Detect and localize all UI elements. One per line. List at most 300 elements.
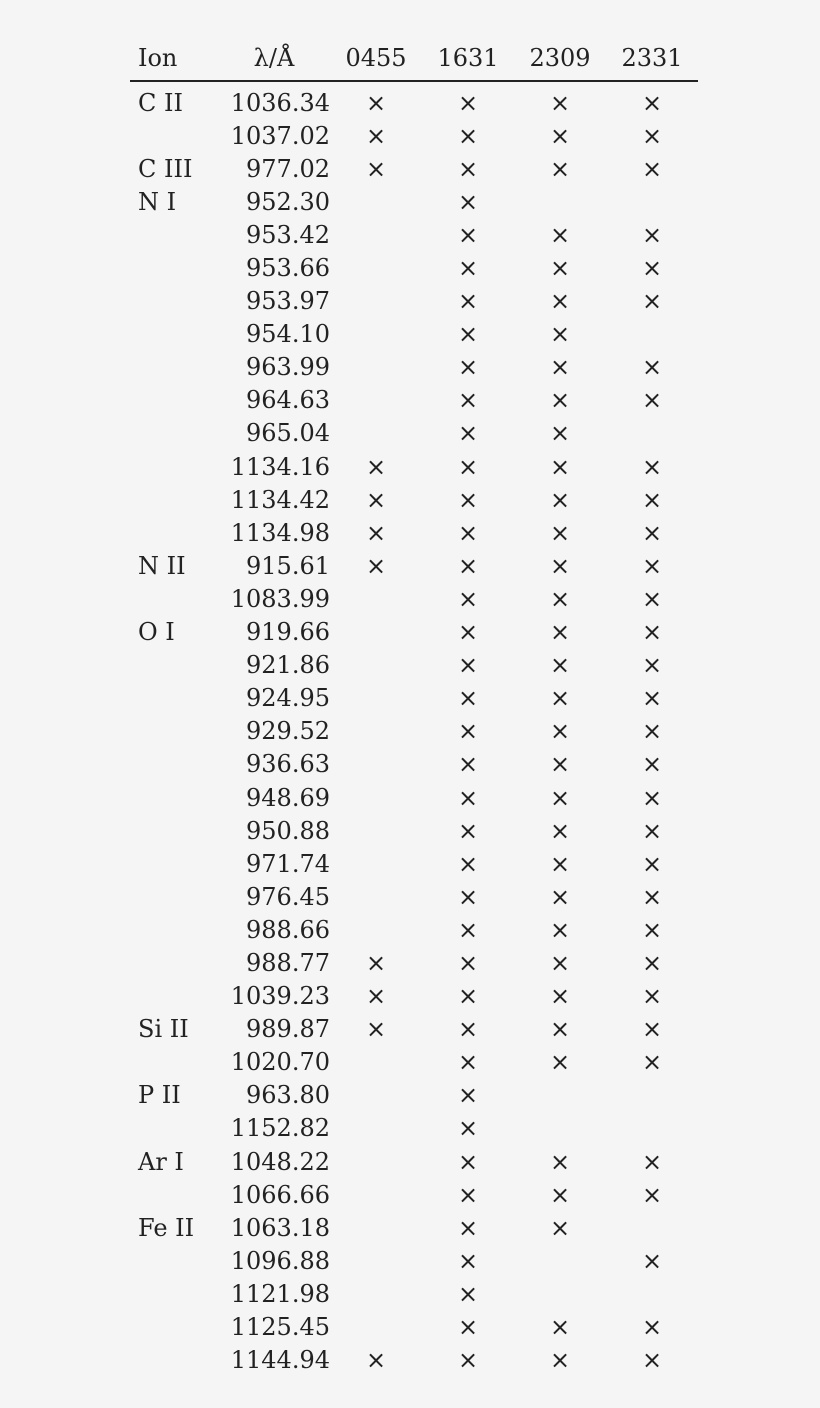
detection-cell-2309: [514, 946, 606, 979]
table-row: [130, 119, 698, 152]
table-row: [130, 218, 698, 251]
detection-cell-1631: [422, 251, 514, 284]
detection-cell-2309: [514, 1244, 606, 1277]
detection-mark: ×: [457, 684, 479, 713]
detection-cell-2309: [514, 1046, 606, 1079]
line-table: [130, 36, 698, 1377]
detection-mark: ×: [457, 1313, 479, 1342]
detection-mark: ×: [549, 882, 571, 911]
detection-cell-2309: [514, 417, 606, 450]
ion-cell: [130, 384, 218, 417]
wavelength-cell: 952.30: [246, 187, 330, 216]
detection-mark: ×: [549, 154, 571, 183]
detection-cell-2331: [606, 119, 698, 152]
table-row: [130, 682, 698, 715]
detection-cell-2309: [514, 649, 606, 682]
detection-mark: ×: [457, 485, 479, 514]
wavelength-cell: 1036.34: [230, 88, 330, 117]
detection-cell-1631: [422, 119, 514, 152]
table-row: [130, 351, 698, 384]
wavelength-cell: 954.10: [246, 320, 330, 349]
detection-mark: ×: [457, 1048, 479, 1077]
ion-cell: [130, 682, 218, 715]
header-0455: 0455: [345, 44, 407, 72]
ion-cell: [130, 251, 218, 284]
detection-cell-1631: [422, 218, 514, 251]
table-body: [130, 81, 698, 1377]
detection-mark: ×: [457, 154, 479, 183]
detection-cell-0455: [330, 1178, 422, 1211]
detection-cell-2309: [514, 1112, 606, 1145]
table-row: [130, 1178, 698, 1211]
wavelength-cell: 988.77: [246, 948, 330, 977]
detection-mark: ×: [549, 982, 571, 1011]
detection-mark: ×: [641, 915, 663, 944]
detection-cell-2309: [514, 450, 606, 483]
detection-cell-0455: [330, 616, 422, 649]
detection-cell-0455: [330, 748, 422, 781]
detection-cell-2309: [514, 251, 606, 284]
detection-cell-2331: [606, 1013, 698, 1046]
ion-cell: [130, 980, 218, 1013]
detection-cell-2309: [514, 218, 606, 251]
table-header-row: [130, 36, 698, 81]
detection-mark: ×: [641, 1147, 663, 1176]
wavelength-cell: 1134.16: [230, 452, 330, 481]
detection-cell-0455: [330, 582, 422, 615]
detection-cell-2331: [606, 748, 698, 781]
detection-mark: ×: [549, 1213, 571, 1242]
detection-mark: ×: [365, 518, 387, 547]
detection-cell-2331: [606, 417, 698, 450]
detection-cell-0455: [330, 781, 422, 814]
detection-cell-2309: [514, 781, 606, 814]
detection-mark: ×: [641, 1246, 663, 1275]
detection-mark: ×: [549, 651, 571, 680]
ion-cell: Fe II: [138, 1213, 195, 1242]
detection-cell-1631: [422, 1046, 514, 1079]
table-row: [130, 715, 698, 748]
detection-mark: ×: [641, 816, 663, 845]
detection-cell-2309: [514, 1277, 606, 1310]
detection-mark: ×: [457, 1015, 479, 1044]
detection-cell-0455: [330, 119, 422, 152]
table-row: [130, 450, 698, 483]
wavelength-cell: 1134.98: [230, 518, 330, 547]
wavelength-cell: 1121.98: [230, 1279, 330, 1308]
wavelength-cell: 989.87: [246, 1015, 330, 1044]
detection-mark: ×: [457, 88, 479, 117]
detection-cell-2331: [606, 946, 698, 979]
detection-cell-2309: [514, 748, 606, 781]
table-row: [130, 285, 698, 318]
detection-cell-1631: [422, 913, 514, 946]
detection-cell-0455: [330, 351, 422, 384]
ion-cell: [130, 483, 218, 516]
detection-cell-1631: [422, 847, 514, 880]
ion-cell: [130, 285, 218, 318]
detection-cell-1631: [422, 1145, 514, 1178]
detection-cell-2331: [606, 880, 698, 913]
detection-cell-1631: [422, 682, 514, 715]
detection-cell-2309: [514, 1310, 606, 1343]
wavelength-cell: 963.80: [246, 1081, 330, 1110]
detection-mark: ×: [457, 717, 479, 746]
table-row: [130, 616, 698, 649]
detection-mark: ×: [457, 287, 479, 316]
detection-cell-0455: [330, 218, 422, 251]
detection-cell-2309: [514, 1344, 606, 1377]
detection-cell-0455: [330, 152, 422, 185]
detection-cell-2331: [606, 384, 698, 417]
table-row: [130, 251, 698, 284]
detection-cell-1631: [422, 649, 514, 682]
wavelength-cell: 1134.42: [230, 485, 330, 514]
detection-cell-1631: [422, 285, 514, 318]
ion-cell: Ar I: [138, 1147, 184, 1176]
header-wavelength: λ/Å: [253, 44, 295, 72]
detection-mark: ×: [457, 982, 479, 1011]
detection-mark: ×: [457, 1279, 479, 1308]
detection-cell-1631: [422, 582, 514, 615]
detection-mark: ×: [457, 651, 479, 680]
detection-cell-2309: [514, 682, 606, 715]
table-row: [130, 185, 698, 218]
wavelength-cell: 924.95: [246, 684, 330, 713]
detection-cell-0455: [330, 649, 422, 682]
detection-mark: ×: [549, 750, 571, 779]
detection-mark: ×: [549, 717, 571, 746]
detection-mark: ×: [457, 187, 479, 216]
detection-cell-2331: [606, 185, 698, 218]
ion-cell: [130, 913, 218, 946]
ion-cell: [130, 516, 218, 549]
detection-cell-2331: [606, 251, 698, 284]
wavelength-cell: 988.66: [246, 915, 330, 944]
detection-cell-2309: [514, 152, 606, 185]
detection-mark: ×: [457, 750, 479, 779]
detection-cell-1631: [422, 152, 514, 185]
detection-mark: ×: [641, 254, 663, 283]
detection-mark: ×: [549, 1180, 571, 1209]
detection-mark: ×: [549, 386, 571, 415]
wavelength-cell: 1037.02: [230, 121, 330, 150]
detection-mark: ×: [549, 518, 571, 547]
wavelength-cell: 964.63: [246, 386, 330, 415]
detection-mark: ×: [365, 452, 387, 481]
detection-cell-1631: [422, 715, 514, 748]
detection-cell-0455: [330, 81, 422, 119]
table-row: [130, 913, 698, 946]
wavelength-cell: 1152.82: [230, 1114, 330, 1143]
detection-mark: ×: [549, 618, 571, 647]
detection-mark: ×: [641, 518, 663, 547]
detection-mark: ×: [641, 651, 663, 680]
detection-cell-1631: [422, 1079, 514, 1112]
ion-cell: Si II: [138, 1015, 189, 1044]
ion-cell: [130, 351, 218, 384]
detection-cell-0455: [330, 1310, 422, 1343]
detection-mark: ×: [641, 783, 663, 812]
detection-cell-0455: [330, 1344, 422, 1377]
detection-cell-0455: [330, 1244, 422, 1277]
detection-cell-1631: [422, 1112, 514, 1145]
detection-mark: ×: [457, 518, 479, 547]
detection-mark: ×: [641, 849, 663, 878]
detection-cell-0455: [330, 880, 422, 913]
table-row: [130, 1013, 698, 1046]
table-row: [130, 81, 698, 119]
table-row: [130, 549, 698, 582]
wavelength-cell: 1125.45: [230, 1313, 330, 1342]
detection-mark: ×: [641, 584, 663, 613]
detection-mark: ×: [641, 220, 663, 249]
detection-mark: ×: [457, 386, 479, 415]
detection-mark: ×: [641, 386, 663, 415]
table-row: [130, 1211, 698, 1244]
detection-cell-1631: [422, 1244, 514, 1277]
ion-cell: [130, 450, 218, 483]
wavelength-cell: 1039.23: [230, 982, 330, 1011]
header-1631: 1631: [437, 44, 499, 72]
detection-cell-2331: [606, 483, 698, 516]
detection-mark: ×: [457, 783, 479, 812]
detection-cell-2331: [606, 616, 698, 649]
wavelength-cell: 919.66: [246, 618, 330, 647]
ion-cell: [130, 1344, 218, 1377]
detection-cell-2331: [606, 218, 698, 251]
detection-cell-2331: [606, 1112, 698, 1145]
detection-mark: ×: [641, 618, 663, 647]
wavelength-cell: 1048.22: [230, 1147, 330, 1176]
detection-cell-1631: [422, 980, 514, 1013]
wavelength-cell: 1096.88: [230, 1246, 330, 1275]
ion-cell: P II: [138, 1081, 181, 1110]
table-row: [130, 980, 698, 1013]
detection-cell-2309: [514, 81, 606, 119]
table-row: [130, 582, 698, 615]
ion-cell: [130, 1277, 218, 1310]
detection-cell-1631: [422, 1013, 514, 1046]
detection-mark: ×: [457, 584, 479, 613]
detection-cell-1631: [422, 1277, 514, 1310]
detection-mark: ×: [549, 1147, 571, 1176]
ion-cell: [130, 880, 218, 913]
ion-cell: [130, 649, 218, 682]
detection-cell-2331: [606, 318, 698, 351]
detection-mark: ×: [549, 419, 571, 448]
detection-cell-2331: [606, 351, 698, 384]
detection-cell-2309: [514, 847, 606, 880]
wavelength-cell: 1144.94: [230, 1346, 330, 1375]
detection-cell-2309: [514, 880, 606, 913]
table-row: [130, 946, 698, 979]
detection-cell-1631: [422, 351, 514, 384]
detection-mark: ×: [641, 1346, 663, 1375]
detection-cell-2331: [606, 1079, 698, 1112]
detection-cell-0455: [330, 516, 422, 549]
detection-cell-0455: [330, 1079, 422, 1112]
table-row: [130, 318, 698, 351]
detection-cell-2309: [514, 814, 606, 847]
detection-mark: ×: [457, 551, 479, 580]
wavelength-cell: 953.97: [246, 287, 330, 316]
ion-cell: [130, 318, 218, 351]
ion-cell: [130, 946, 218, 979]
wavelength-cell: 950.88: [246, 816, 330, 845]
detection-cell-2331: [606, 582, 698, 615]
wavelength-cell: 977.02: [246, 154, 330, 183]
detection-mark: ×: [457, 419, 479, 448]
detection-mark: ×: [641, 353, 663, 382]
table-row: [130, 516, 698, 549]
wavelength-cell: 948.69: [246, 783, 330, 812]
wavelength-cell: 936.63: [246, 750, 330, 779]
detection-cell-1631: [422, 483, 514, 516]
detection-cell-2309: [514, 616, 606, 649]
detection-mark: ×: [549, 353, 571, 382]
detection-mark: ×: [457, 1081, 479, 1110]
detection-cell-2331: [606, 913, 698, 946]
detection-mark: ×: [549, 1015, 571, 1044]
wavelength-cell: 976.45: [246, 882, 330, 911]
ion-cell: [130, 715, 218, 748]
ion-cell: [130, 1244, 218, 1277]
ion-cell: N II: [138, 551, 186, 580]
detection-mark: ×: [457, 121, 479, 150]
wavelength-cell: 971.74: [246, 849, 330, 878]
table-row: [130, 152, 698, 185]
detection-cell-2331: [606, 152, 698, 185]
table-row: [130, 748, 698, 781]
detection-cell-0455: [330, 946, 422, 979]
detection-cell-0455: [330, 1112, 422, 1145]
detection-mark: ×: [641, 551, 663, 580]
detection-cell-1631: [422, 1310, 514, 1343]
detection-cell-1631: [422, 384, 514, 417]
detection-mark: ×: [549, 320, 571, 349]
wavelength-cell: 1063.18: [230, 1213, 330, 1242]
detection-mark: ×: [549, 816, 571, 845]
detection-cell-2309: [514, 185, 606, 218]
detection-mark: ×: [457, 882, 479, 911]
table-row: [130, 814, 698, 847]
detection-cell-0455: [330, 682, 422, 715]
detection-mark: ×: [549, 948, 571, 977]
detection-cell-0455: [330, 384, 422, 417]
detection-mark: ×: [549, 1048, 571, 1077]
detection-cell-1631: [422, 946, 514, 979]
detection-cell-0455: [330, 814, 422, 847]
wavelength-cell: 1083.99: [230, 584, 330, 613]
detection-mark: ×: [365, 485, 387, 514]
detection-cell-0455: [330, 980, 422, 1013]
detection-cell-0455: [330, 251, 422, 284]
detection-mark: ×: [641, 287, 663, 316]
table-row: [130, 483, 698, 516]
detection-mark: ×: [457, 452, 479, 481]
detection-cell-0455: [330, 185, 422, 218]
ion-cell: [130, 814, 218, 847]
detection-cell-1631: [422, 417, 514, 450]
detection-mark: ×: [641, 882, 663, 911]
table-row: [130, 1046, 698, 1079]
detection-mark: ×: [641, 750, 663, 779]
detection-cell-1631: [422, 781, 514, 814]
detection-cell-0455: [330, 549, 422, 582]
table-row: [130, 1244, 698, 1277]
detection-cell-2309: [514, 1145, 606, 1178]
detection-cell-2331: [606, 1277, 698, 1310]
detection-mark: ×: [457, 948, 479, 977]
header-2309: 2309: [529, 44, 591, 72]
detection-cell-1631: [422, 814, 514, 847]
table-row: [130, 417, 698, 450]
table-row: [130, 1277, 698, 1310]
detection-mark: ×: [365, 121, 387, 150]
detection-cell-2331: [606, 1211, 698, 1244]
detection-cell-2331: [606, 285, 698, 318]
detection-cell-2309: [514, 318, 606, 351]
detection-cell-2309: [514, 285, 606, 318]
detection-mark: ×: [641, 121, 663, 150]
ion-cell: [130, 417, 218, 450]
wavelength-cell: 1066.66: [230, 1180, 330, 1209]
detection-cell-2309: [514, 1079, 606, 1112]
detection-cell-2331: [606, 516, 698, 549]
detection-mark: ×: [457, 1213, 479, 1242]
detection-cell-0455: [330, 715, 422, 748]
detection-cell-2331: [606, 980, 698, 1013]
detection-mark: ×: [365, 551, 387, 580]
detection-mark: ×: [549, 684, 571, 713]
table-row: [130, 1112, 698, 1145]
detection-mark: ×: [549, 849, 571, 878]
ion-cell: [130, 119, 218, 152]
detection-cell-2331: [606, 1046, 698, 1079]
table-row: [130, 1344, 698, 1377]
detection-mark: ×: [549, 584, 571, 613]
detection-cell-2331: [606, 649, 698, 682]
wavelength-cell: 921.86: [246, 651, 330, 680]
detection-mark: ×: [365, 1015, 387, 1044]
detection-mark: ×: [641, 1015, 663, 1044]
detection-cell-1631: [422, 318, 514, 351]
detection-cell-0455: [330, 483, 422, 516]
table-row: [130, 847, 698, 880]
detection-cell-0455: [330, 417, 422, 450]
ion-cell: [130, 748, 218, 781]
detection-cell-1631: [422, 450, 514, 483]
detection-mark: ×: [549, 1313, 571, 1342]
detection-mark: ×: [457, 1114, 479, 1143]
detection-cell-2309: [514, 549, 606, 582]
header-ion: Ion: [138, 44, 178, 72]
detection-cell-2309: [514, 1211, 606, 1244]
table-row: [130, 1079, 698, 1112]
detection-cell-0455: [330, 1145, 422, 1178]
table-row: [130, 1145, 698, 1178]
detection-cell-0455: [330, 1277, 422, 1310]
detection-mark: ×: [457, 254, 479, 283]
detection-cell-2331: [606, 814, 698, 847]
ion-cell: [130, 781, 218, 814]
detection-mark: ×: [641, 88, 663, 117]
detection-mark: ×: [457, 220, 479, 249]
detection-mark: ×: [641, 154, 663, 183]
detection-cell-0455: [330, 913, 422, 946]
detection-mark: ×: [549, 287, 571, 316]
